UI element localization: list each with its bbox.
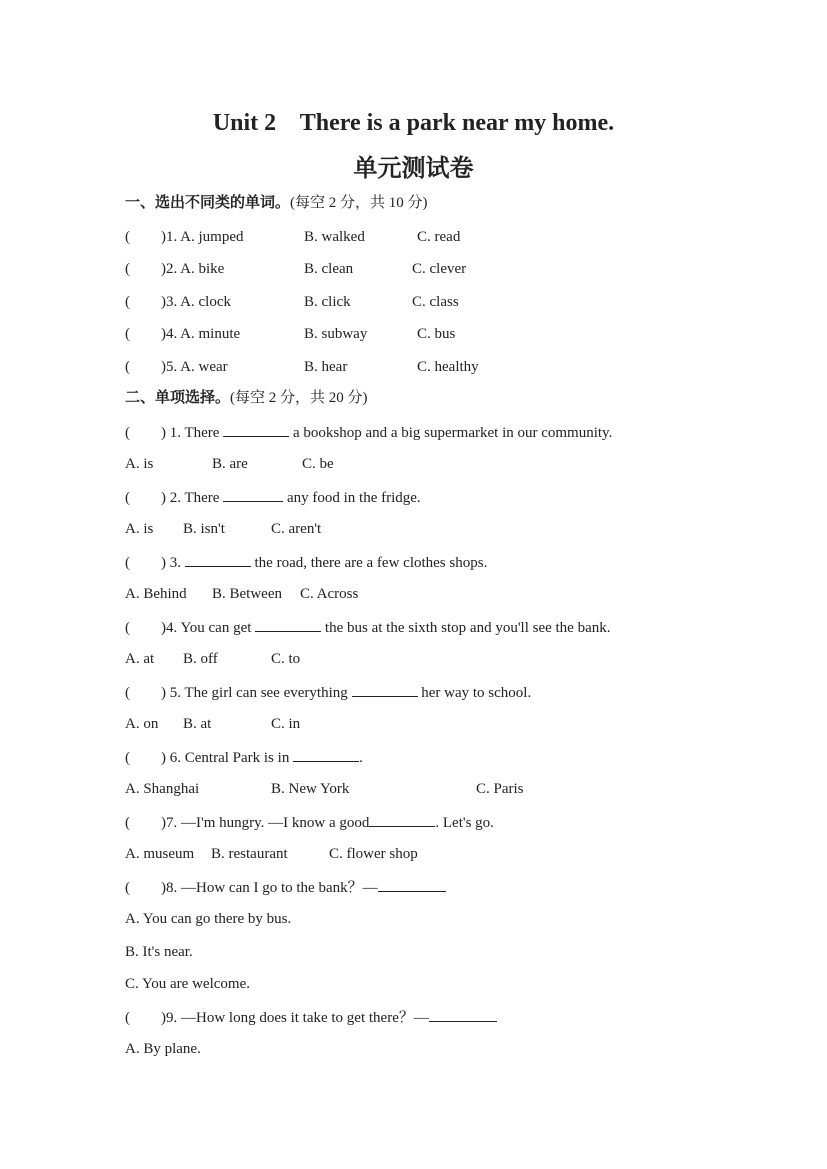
option-b: B. off bbox=[183, 651, 218, 667]
option-a: A. is bbox=[125, 456, 154, 472]
option-a: A. on bbox=[125, 716, 159, 732]
question-text: ) 5. The girl can see everything bbox=[161, 685, 348, 701]
question-3-options bbox=[125, 584, 425, 604]
question-1 bbox=[125, 422, 612, 443]
question-6-options bbox=[125, 779, 625, 799]
option-a: A. is bbox=[125, 521, 154, 537]
answer-paren[interactable]: ( bbox=[125, 1010, 130, 1026]
question-text: )9. —How long does it take to get there？— bbox=[161, 1010, 429, 1026]
option-a: A. at bbox=[125, 651, 155, 667]
option-b: B. hear bbox=[304, 359, 348, 375]
page-subtitle: 单元测试卷 bbox=[353, 156, 474, 182]
section1-item bbox=[125, 259, 725, 279]
option-b: B. isn't bbox=[183, 521, 225, 537]
option-c: C. be bbox=[302, 456, 334, 472]
question-text: )4. You can get bbox=[161, 620, 252, 636]
question-text: . Let's go. bbox=[435, 815, 494, 831]
option-b: B. restaurant bbox=[211, 846, 288, 862]
section1-item bbox=[125, 357, 725, 377]
answer-paren[interactable]: ( bbox=[125, 294, 130, 310]
answer-blank[interactable] bbox=[255, 617, 321, 632]
section1-heading-line bbox=[125, 193, 428, 213]
answer-paren[interactable]: ( bbox=[125, 620, 130, 636]
question-8-option-c: C. You are welcome. bbox=[125, 976, 250, 992]
option-c: C. in bbox=[271, 716, 301, 732]
question-4 bbox=[125, 617, 611, 638]
question-text: ) 2. There bbox=[161, 490, 220, 506]
question-8 bbox=[125, 877, 446, 898]
question-3 bbox=[125, 552, 487, 573]
answer-blank[interactable] bbox=[185, 552, 251, 567]
question-6 bbox=[125, 747, 363, 768]
question-5-options bbox=[125, 714, 425, 734]
option-c: C. aren't bbox=[271, 521, 322, 537]
option-b: B. subway bbox=[304, 326, 368, 342]
question-text: a bookshop and a big supermarket in our community. bbox=[292, 425, 613, 441]
option-a: A. Shanghai bbox=[125, 781, 200, 797]
question-2 bbox=[125, 487, 421, 508]
answer-blank[interactable] bbox=[369, 812, 435, 827]
option-c: C. healthy bbox=[417, 359, 479, 375]
question-8-option-a: A. You can go there by bus. bbox=[125, 911, 292, 927]
section1-score: (每空 2 分，共 10 分) bbox=[290, 195, 428, 211]
answer-blank[interactable] bbox=[352, 682, 418, 697]
page-title: Unit 2 There is a park near my home. bbox=[212, 110, 615, 136]
question-2-options bbox=[125, 519, 425, 539]
option-b: B. click bbox=[304, 294, 351, 310]
answer-blank[interactable] bbox=[223, 422, 289, 437]
answer-paren[interactable]: ( bbox=[125, 815, 130, 831]
section2-score: (每空 2 分，共 20 分) bbox=[230, 390, 368, 406]
section1-item bbox=[125, 324, 725, 344]
section1-item bbox=[125, 227, 725, 247]
question-9 bbox=[125, 1007, 497, 1028]
question-5 bbox=[125, 682, 531, 703]
section2-heading: 二、单项选择。 bbox=[125, 390, 231, 406]
section2-heading-line bbox=[125, 388, 368, 408]
option-a: )1. A. jumped bbox=[161, 229, 244, 245]
answer-paren[interactable]: ( bbox=[125, 326, 130, 342]
option-a: A. museum bbox=[125, 846, 195, 862]
question-1-options bbox=[125, 454, 425, 474]
option-c: C. Paris bbox=[476, 781, 524, 797]
answer-blank[interactable] bbox=[293, 747, 359, 762]
option-b: B. Between bbox=[212, 586, 282, 602]
question-text: the road, there are a few clothes shops. bbox=[254, 555, 488, 571]
section1-heading: 一、选出不同类的单词。 bbox=[125, 195, 291, 211]
option-c: C. bus bbox=[417, 326, 456, 342]
option-c: C. flower shop bbox=[329, 846, 418, 862]
option-c: C. to bbox=[271, 651, 301, 667]
question-text: her way to school. bbox=[421, 685, 532, 701]
option-a: )2. A. bike bbox=[161, 261, 225, 277]
option-c: C. clever bbox=[412, 261, 467, 277]
question-text: ) 1. There bbox=[161, 425, 220, 441]
option-b: B. clean bbox=[304, 261, 354, 277]
question-8-option-b: B. It's near. bbox=[125, 944, 193, 960]
option-a: )4. A. minute bbox=[161, 326, 241, 342]
option-a: A. Behind bbox=[125, 586, 187, 602]
question-7-options bbox=[125, 844, 525, 864]
question-9-option-a: A. By plane. bbox=[125, 1041, 201, 1057]
option-b: B. are bbox=[212, 456, 248, 472]
option-c: C. class bbox=[412, 294, 459, 310]
answer-paren[interactable]: ( bbox=[125, 229, 130, 245]
answer-blank[interactable] bbox=[223, 487, 283, 502]
answer-paren[interactable]: ( bbox=[125, 750, 130, 766]
option-c: C. read bbox=[417, 229, 461, 245]
section1-item bbox=[125, 292, 725, 312]
option-a: )3. A. clock bbox=[161, 294, 231, 310]
answer-paren[interactable]: ( bbox=[125, 685, 130, 701]
question-7 bbox=[125, 812, 494, 833]
question-text: ) 6. Central Park is in bbox=[161, 750, 290, 766]
question-text: any food in the fridge. bbox=[286, 490, 421, 506]
option-a: )5. A. wear bbox=[161, 359, 228, 375]
answer-paren[interactable]: ( bbox=[125, 359, 130, 375]
question-text: )7. —I'm hungry. —I know a good bbox=[161, 815, 370, 831]
question-text: ) 3. bbox=[161, 555, 181, 571]
option-b: B. walked bbox=[304, 229, 365, 245]
question-text: . bbox=[359, 750, 363, 766]
answer-paren[interactable]: ( bbox=[125, 261, 130, 277]
question-text: )8. —How can I go to the bank？— bbox=[161, 880, 378, 896]
answer-paren[interactable]: ( bbox=[125, 490, 130, 506]
option-b: B. New York bbox=[271, 781, 350, 797]
question-4-options bbox=[125, 649, 425, 669]
option-b: B. at bbox=[183, 716, 212, 732]
answer-paren[interactable]: ( bbox=[125, 880, 130, 896]
question-text: the bus at the sixth stop and you'll see the bank. bbox=[324, 620, 611, 636]
answer-blank[interactable] bbox=[429, 1007, 497, 1022]
answer-blank[interactable] bbox=[378, 877, 446, 892]
answer-paren[interactable]: ( bbox=[125, 555, 130, 571]
answer-paren[interactable]: ( bbox=[125, 425, 130, 441]
option-c: C. Across bbox=[300, 586, 359, 602]
